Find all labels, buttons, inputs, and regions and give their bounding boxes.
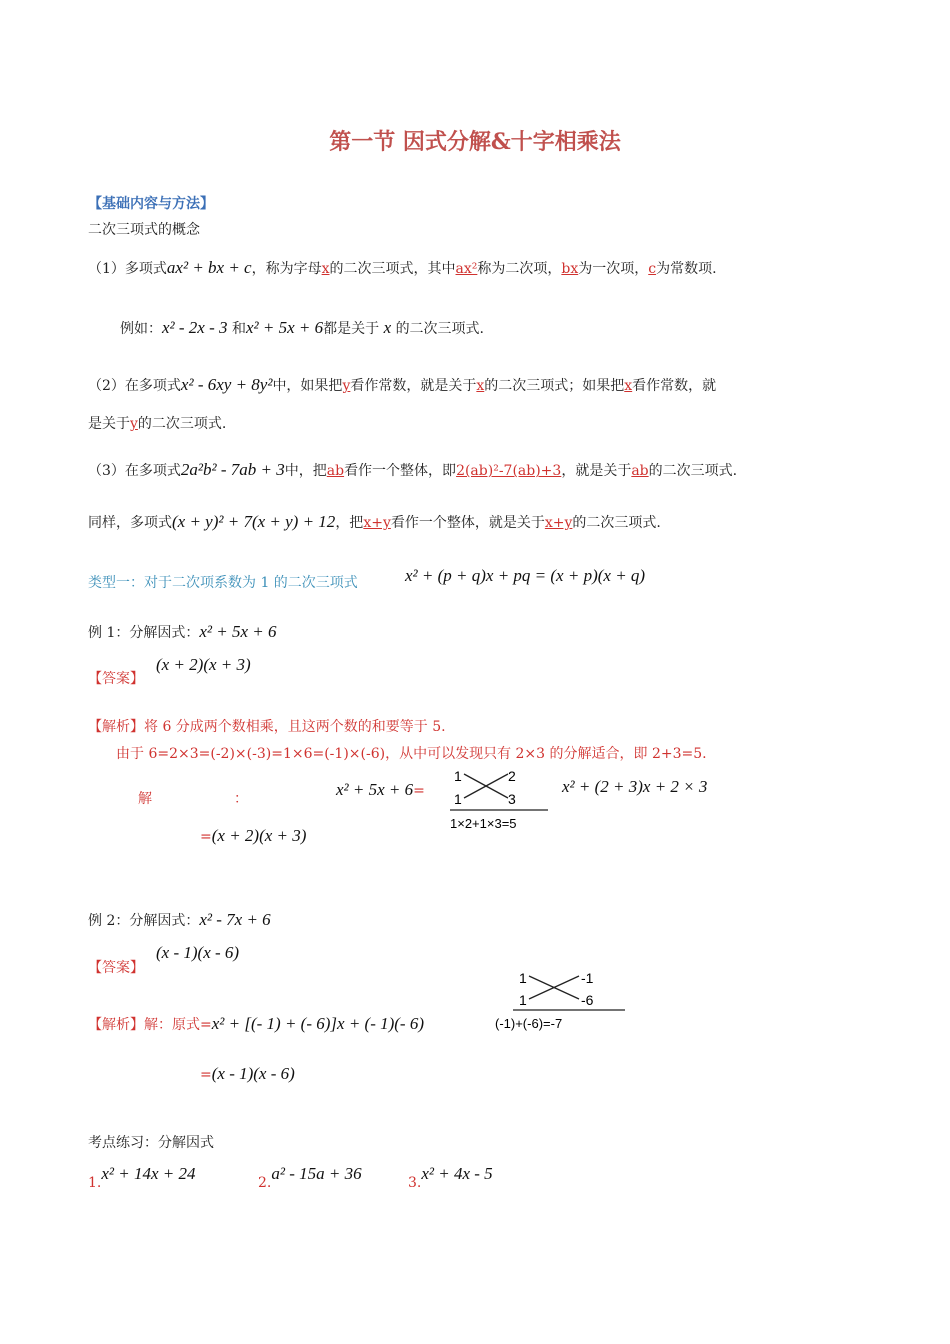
example-1-answer: (x + 2)(x + 3)	[156, 655, 251, 674]
solve-colon: ：	[234, 791, 248, 807]
cross-sum: 1×2+1×3=5	[450, 816, 517, 831]
practice-item-1: 1.x² + 14x + 24	[88, 1164, 196, 1191]
practice-item-3: 3.x² + 4x - 5	[408, 1164, 493, 1191]
example-2-answer-tag: 【答案】	[88, 960, 144, 976]
type-one-formula: x² + (p + q)x + pq = (x + p)(x + q)	[405, 566, 646, 585]
example-1-rhs: x² + (2 + 3)x + 2 × 3	[562, 777, 708, 796]
cross-br: 3	[508, 791, 516, 807]
example-1-analysis-2: 由于 6=2×3=(-2)×(-3)=1×6=(-1)×(-6)，从中可以发现只有 2×3 的分解适合，即 2+3=5.	[116, 746, 707, 762]
cross-tr: -1	[581, 970, 594, 986]
solve-label: 解	[138, 791, 152, 807]
example-1-analysis: 【解析】将 6 分成两个数相乘，且这两个数的和要等于 5.	[88, 719, 446, 735]
practice-item-2: 2.a² - 15a + 36	[258, 1164, 362, 1191]
section-header: 【基础内容与方法】	[88, 196, 214, 212]
example-1-answer-tag: 【答案】	[88, 671, 144, 687]
paragraph-3: （3）在多项式2a²b² - 7ab + 3中，把ab看作一个整体，即2(ab)²-7(ab)+3，就是关于ab的二次三项式.	[88, 460, 738, 479]
example-line: 例如：x² - 2x - 3 和x² + 5x + 6都是关于 x 的二次三项式.	[120, 318, 485, 337]
example-1-lhs: x² + 5x + 6=	[336, 780, 425, 799]
concept-title: 二次三项式的概念	[88, 222, 200, 238]
example-2-analysis: 【解析】解：原式=x² + [(- 1) + (- 6)]x + (- 1)(- 6)	[88, 1014, 425, 1033]
polynomial: ax² + bx + c	[166, 258, 252, 277]
example-2-label: 例 2：分解因式：x² - 7x + 6	[88, 910, 271, 929]
paragraph-4: 同样，多项式(x + y)² + 7(x + y) + 12，把x+y看作一个整体，就是关于x+y的二次三项式.	[88, 512, 661, 531]
cross-multiply-diagram-1	[448, 766, 558, 832]
paragraph-2-line-2: 是关于y的二次三项式.	[88, 416, 227, 432]
cross-bl: 1	[454, 791, 462, 807]
page-title: 第一节 因式分解&十字相乘法	[329, 129, 621, 155]
cross-multiply-diagram-2	[493, 968, 633, 1034]
cross-bl: 1	[519, 992, 527, 1008]
example-2-answer: (x - 1)(x - 6)	[156, 943, 240, 962]
cross-br: -6	[581, 992, 594, 1008]
cross-tl: 1	[519, 970, 527, 986]
example-2-result: =(x - 1)(x - 6)	[200, 1064, 295, 1083]
example-1-result: =(x + 2)(x + 3)	[200, 826, 307, 845]
type-one-heading: 类型一：对于二次项系数为 1 的二次三项式	[88, 575, 358, 591]
cross-tr: 2	[508, 768, 516, 784]
practice-label: 考点练习：分解因式	[88, 1135, 214, 1151]
example-1-label: 例 1：分解因式：x² + 5x + 6	[88, 622, 277, 641]
paragraph-1: （1）多项式ax² + bx + c，称为字母x的二次三项式，其中ax²称为二次项，bx为一次项，c为常数项.	[88, 258, 717, 277]
cross-tl: 1	[454, 768, 462, 784]
cross-sum: (-1)+(-6)=-7	[495, 1016, 563, 1031]
paragraph-2: （2）在多项式x² - 6xy + 8y²中，如果把y看作常数，就是关于x的二次三项式；如果把x看作常数，就	[88, 375, 717, 394]
